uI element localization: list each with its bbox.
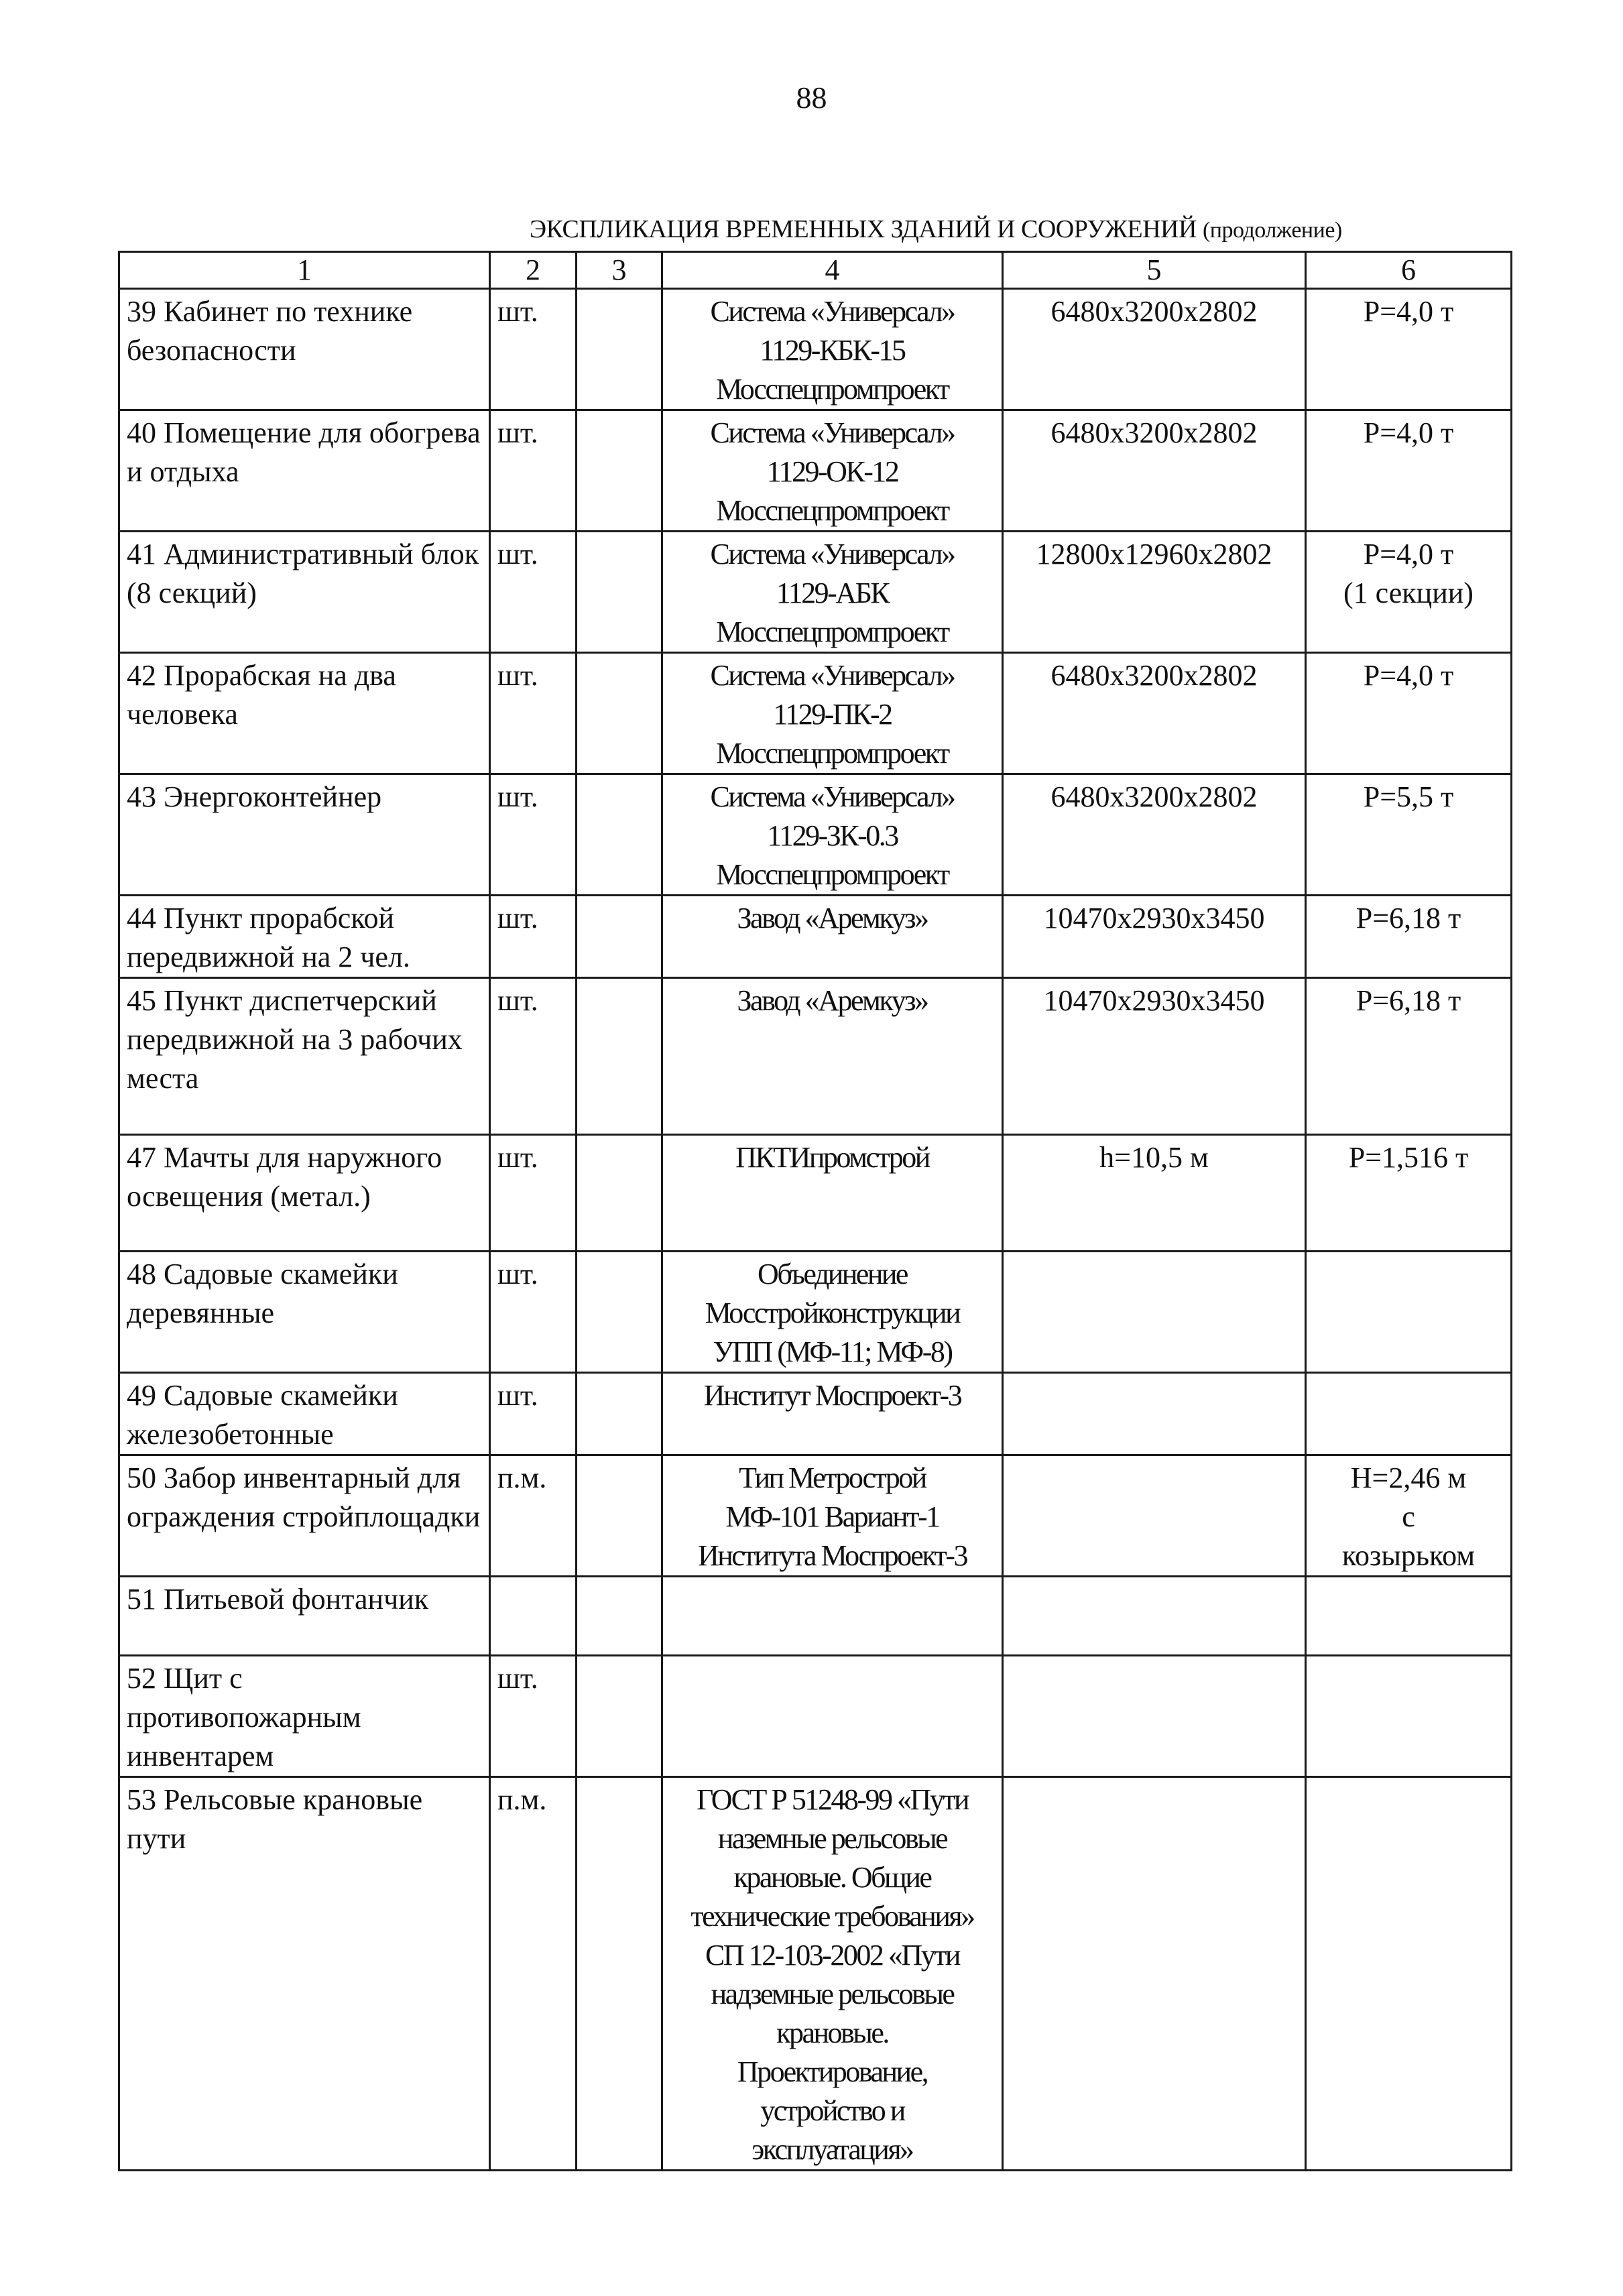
note-line: с bbox=[1402, 1500, 1415, 1533]
source-line: Завод «Аремкуз» bbox=[737, 902, 928, 934]
item-dimensions bbox=[1003, 1777, 1306, 2171]
page-number: 88 bbox=[796, 80, 827, 115]
item-dimensions bbox=[1003, 1252, 1306, 1373]
item-dimensions: 6480x3200x2802 bbox=[1003, 774, 1306, 896]
table-row bbox=[119, 1135, 1512, 1252]
item-dimensions bbox=[1003, 1577, 1306, 1656]
item-quantity bbox=[577, 1135, 662, 1252]
item-unit bbox=[490, 1577, 577, 1656]
item-quantity bbox=[577, 410, 662, 532]
item-unit: шт. bbox=[490, 1373, 577, 1455]
item-source bbox=[662, 1656, 1003, 1777]
source-line: 1129-АБК bbox=[776, 577, 889, 609]
item-unit: шт. bbox=[490, 896, 577, 978]
item-source bbox=[662, 1373, 1003, 1455]
table-row bbox=[119, 1455, 1512, 1577]
item-source bbox=[662, 896, 1003, 978]
item-note bbox=[1306, 774, 1512, 896]
item-quantity bbox=[577, 978, 662, 1135]
item-source bbox=[662, 532, 1003, 653]
item-dimensions bbox=[1003, 1373, 1306, 1455]
table-title-main: ЭКСПЛИКАЦИЯ ВРЕМЕННЫХ ЗДАНИЙ И СООРУЖЕНИЙ bbox=[530, 215, 1197, 243]
source-line: Тип Метрострой bbox=[739, 1461, 926, 1494]
source-line: Мосстройконструкции bbox=[705, 1296, 960, 1329]
item-name: 41 Административный блок (8 секций) bbox=[119, 532, 490, 653]
item-dimensions bbox=[1003, 1455, 1306, 1577]
item-note bbox=[1306, 653, 1512, 774]
table-row bbox=[119, 1252, 1512, 1373]
item-unit: шт. bbox=[490, 978, 577, 1135]
item-dimensions: 6480x3200x2802 bbox=[1003, 410, 1306, 532]
column-number: 4 bbox=[662, 252, 1003, 289]
item-unit: п.м. bbox=[490, 1777, 577, 2171]
column-number: 6 bbox=[1306, 252, 1512, 289]
item-source bbox=[662, 1252, 1003, 1373]
note-line: (1 секции) bbox=[1343, 577, 1474, 609]
item-quantity bbox=[577, 1656, 662, 1777]
item-name: 44 Пункт прорабской передвижной на 2 чел. bbox=[119, 896, 490, 978]
source-line: Мосспецпромпроект bbox=[716, 858, 949, 891]
table-row bbox=[119, 896, 1512, 978]
table-row bbox=[119, 532, 1512, 653]
item-quantity bbox=[577, 896, 662, 978]
table-row bbox=[119, 653, 1512, 774]
item-note bbox=[1306, 1777, 1512, 2171]
source-line: Завод «Аремкуз» bbox=[737, 984, 928, 1017]
item-source bbox=[662, 1777, 1003, 2171]
item-unit: шт. bbox=[490, 1656, 577, 1777]
item-note bbox=[1306, 1135, 1512, 1252]
item-name: 53 Рельсовые крановые пути bbox=[119, 1777, 490, 2171]
source-line: Система «Универсал» bbox=[710, 416, 955, 449]
column-number: 2 bbox=[490, 252, 577, 289]
item-dimensions: 6480x3200x2802 bbox=[1003, 653, 1306, 774]
item-unit: шт. bbox=[490, 774, 577, 896]
item-note bbox=[1306, 410, 1512, 532]
item-source bbox=[662, 1135, 1003, 1252]
note-line: Р=6,18 т bbox=[1356, 902, 1461, 934]
table-row bbox=[119, 1373, 1512, 1455]
source-line: УПП (МФ-11; МФ-8) bbox=[713, 1335, 952, 1368]
item-quantity bbox=[577, 289, 662, 410]
source-line: Система «Универсал» bbox=[710, 659, 955, 692]
item-name: 50 Забор инвентарный для ограждения стройплощадки bbox=[119, 1455, 490, 1577]
item-quantity bbox=[577, 774, 662, 896]
source-line: МФ-101 Вариант-1 bbox=[725, 1500, 939, 1533]
source-line: 1129-ПК-2 bbox=[773, 698, 892, 731]
source-line: СП 12-103-2002 «Пути bbox=[705, 1939, 959, 1972]
source-line: 1129-ОК-12 bbox=[766, 455, 898, 488]
source-line: ПКТИпромстрой bbox=[735, 1141, 929, 1174]
source-line: Мосспецпромпроект bbox=[716, 494, 949, 527]
column-number: 1 bbox=[119, 252, 490, 289]
source-line: устройство и bbox=[760, 2094, 904, 2127]
item-unit: п.м. bbox=[490, 1455, 577, 1577]
item-dimensions bbox=[1003, 1656, 1306, 1777]
source-line: эксплуатация» bbox=[752, 2133, 913, 2166]
item-unit: шт. bbox=[490, 1135, 577, 1252]
item-note bbox=[1306, 532, 1512, 653]
table-row bbox=[119, 289, 1512, 410]
source-line: ГОСТ Р 51248-99 «Пути bbox=[696, 1783, 969, 1816]
note-line: Р=4,0 т bbox=[1363, 538, 1454, 570]
item-name: 45 Пункт диспетчерский передвижной на 3 рабочих места bbox=[119, 978, 490, 1135]
source-line: 1129-ЗК-0.3 bbox=[767, 819, 898, 852]
item-quantity bbox=[577, 653, 662, 774]
table-row bbox=[119, 1777, 1512, 2171]
item-source bbox=[662, 1455, 1003, 1577]
item-note bbox=[1306, 1373, 1512, 1455]
item-source bbox=[662, 978, 1003, 1135]
item-name: 51 Питьевой фонтанчик bbox=[119, 1577, 490, 1656]
source-line: Мосспецпромпроект bbox=[716, 615, 949, 648]
note-line: Р=4,0 т bbox=[1363, 295, 1454, 328]
item-quantity bbox=[577, 1777, 662, 2171]
table-row bbox=[119, 1577, 1512, 1656]
item-quantity bbox=[577, 532, 662, 653]
item-source bbox=[662, 289, 1003, 410]
source-line: Система «Универсал» bbox=[710, 295, 955, 328]
item-dimensions: 10470x2930x3450 bbox=[1003, 896, 1306, 978]
note-line: Р=4,0 т bbox=[1363, 416, 1454, 449]
item-name: 42 Прорабская на два человека bbox=[119, 653, 490, 774]
table-row bbox=[119, 1656, 1512, 1777]
note-line: козырьком bbox=[1341, 1539, 1476, 1572]
item-name: 47 Мачты для наружного освещения (метал.) bbox=[119, 1135, 490, 1252]
item-unit: шт. bbox=[490, 532, 577, 653]
source-line: крановые. bbox=[776, 2016, 888, 2049]
source-line: Институт Моспроект-3 bbox=[703, 1379, 961, 1412]
item-source bbox=[662, 774, 1003, 896]
source-line: Мосспецпромпроект bbox=[716, 737, 949, 770]
item-name: 52 Щит с противопожарным инвентарем bbox=[119, 1656, 490, 1777]
item-source bbox=[662, 653, 1003, 774]
item-dimensions: 12800x12960x2802 bbox=[1003, 532, 1306, 653]
source-line: Мосспецпромпроект bbox=[716, 373, 949, 406]
item-dimensions: 6480x3200x2802 bbox=[1003, 289, 1306, 410]
table-row bbox=[119, 410, 1512, 532]
item-quantity bbox=[577, 1577, 662, 1656]
item-dimensions: 10470x2930x3450 bbox=[1003, 978, 1306, 1135]
column-number: 5 bbox=[1003, 252, 1306, 289]
item-unit: шт. bbox=[490, 1252, 577, 1373]
item-quantity bbox=[577, 1373, 662, 1455]
item-name: 49 Садовые скамейки железобетонные bbox=[119, 1373, 490, 1455]
note-line: Р=4,0 т bbox=[1363, 659, 1454, 692]
item-name: 48 Садовые скамейки деревянные bbox=[119, 1252, 490, 1373]
table-row bbox=[119, 774, 1512, 896]
item-unit: шт. bbox=[490, 410, 577, 532]
column-number-row bbox=[119, 252, 1512, 289]
explication-table bbox=[118, 251, 1512, 2171]
source-line: Института Моспроект-3 bbox=[697, 1539, 967, 1572]
item-dimensions: h=10,5 м bbox=[1003, 1135, 1306, 1252]
source-line: крановые. Общие bbox=[733, 1861, 931, 1894]
item-source bbox=[662, 410, 1003, 532]
item-note bbox=[1306, 1252, 1512, 1373]
table-title-suffix: (продолжение) bbox=[1202, 218, 1342, 243]
source-line: наземные рельсовые bbox=[717, 1822, 947, 1855]
item-unit: шт. bbox=[490, 289, 577, 410]
source-line: Система «Универсал» bbox=[710, 538, 955, 570]
item-name: 39 Кабинет по технике безопасности bbox=[119, 289, 490, 410]
item-unit: шт. bbox=[490, 653, 577, 774]
item-name: 43 Энергоконтейнер bbox=[119, 774, 490, 896]
note-line: Р=6,18 т bbox=[1356, 984, 1461, 1017]
note-line: Р=1,516 т bbox=[1348, 1141, 1469, 1174]
column-number: 3 bbox=[577, 252, 662, 289]
table-title bbox=[530, 213, 1482, 247]
item-note bbox=[1306, 1577, 1512, 1656]
item-note bbox=[1306, 978, 1512, 1135]
item-quantity bbox=[577, 1252, 662, 1373]
item-note bbox=[1306, 1656, 1512, 1777]
source-line: Система «Универсал» bbox=[710, 780, 955, 813]
source-line: 1129-КБК-15 bbox=[760, 334, 905, 367]
item-note bbox=[1306, 1455, 1512, 1577]
source-line: Объединение bbox=[758, 1258, 907, 1290]
source-line: Проектирование, bbox=[737, 2055, 928, 2088]
source-line: надземные рельсовые bbox=[711, 1978, 954, 2010]
item-note bbox=[1306, 289, 1512, 410]
note-line: Р=5,5 т bbox=[1363, 780, 1454, 813]
table-row bbox=[119, 978, 1512, 1135]
item-name: 40 Помещение для обогрева и отдыха bbox=[119, 410, 490, 532]
source-line: технические требования» bbox=[690, 1900, 974, 1933]
note-line: Н=2,46 м bbox=[1350, 1461, 1467, 1494]
item-source bbox=[662, 1577, 1003, 1656]
item-note bbox=[1306, 896, 1512, 978]
item-quantity bbox=[577, 1455, 662, 1577]
